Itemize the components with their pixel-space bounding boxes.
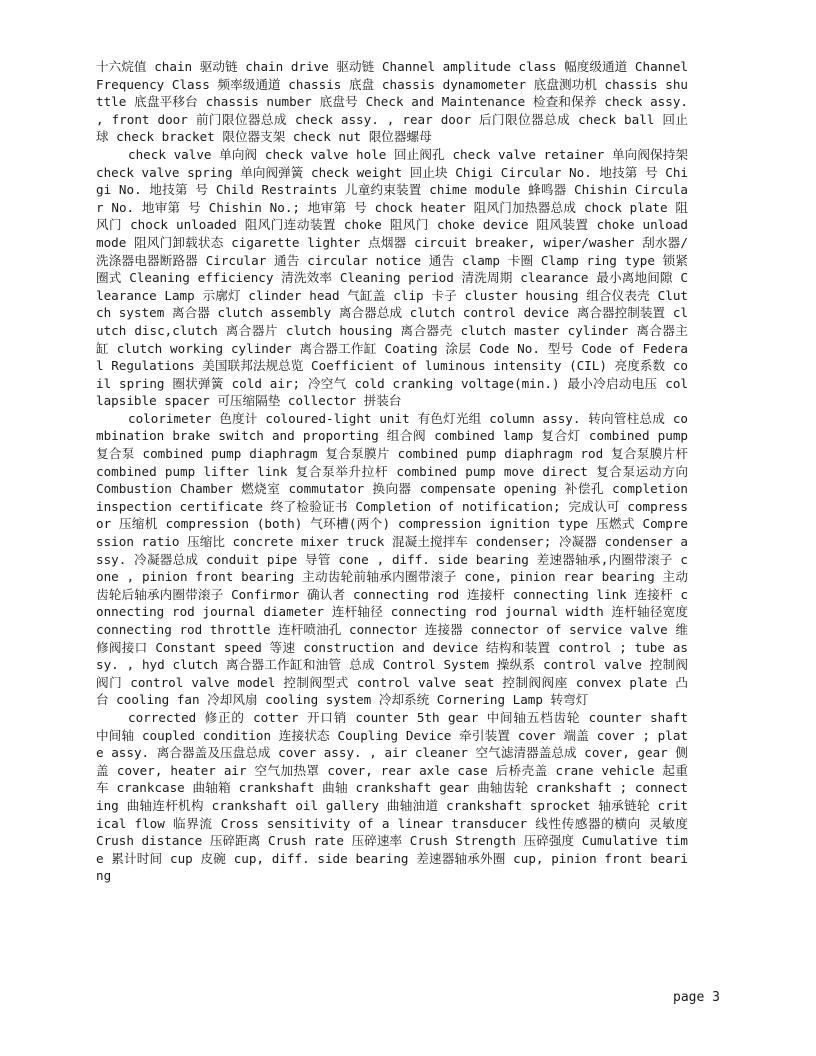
paragraph-1: 十六烷值 chain 驱动链 chain drive 驱动链 Channel amplitude class 幅度级通道 Channel Frequency Class 频率级通道 chassis 底盘 chassis dynamometer 底盘测功机 chassis shuttle 底盘平移台 chassis number 底盘号 Check and Maintenance 检查和保养 check assy. , front door 前门限位器总成 check assy. , rear door 后门限位器总成 check ball 回止球 check bracket 限位器支架 check nut 限位器螺母 (96, 59, 688, 145)
document-page (96, 58, 688, 885)
page-number: page 3 (673, 990, 720, 1005)
paragraph-2: check valve 单向阀 check valve hole 回止阀孔 check valve retainer 单向阀保持架 check valve spring 单向阀弹簧 check weight 回止块 Chigi Circular No. 地技第 号 Chigi No. 地技第 号 Child Restraints 儿童约束装置 chime module 蜂鸣器 Chishin Circular No. 地审第 号 Chishin No.; 地审第 号 chock heater 阻风门加热器总成 chock plate 阻风门 chock unloaded 阻风门连动装置 choke 阻风门 choke device 阻风装置 choke unload mode 阻风门卸载状态 cigarette lighter 点烟器 circuit breaker, wiper/washer 刮水器/洗涤器电器断路器 Circular 通告 circular notice 通告 clamp 卡圈 Clamp ring type 锁紧圈式 Cleaning efficiency 清洗效率 Cleaning period 清洗周期 clearance 最小离地间隙 Clearance Lamp 示廓灯 clinder head 气缸盖 clip 卡子 cluster housing 组合仪表壳 Clutch system 离合器 clutch assembly 离合器总成 clutch control device 离合器控制装置 clutch disc,clutch 离合器片 clutch housing 离合器壳 clutch master cylinder 离合器主缸 clutch working cylinder 离合器工作缸 Coating 涂层 Code No. 型号 Code of Federal Regulations 美国联邦法规总览 Coefficient of luminous intensity (CIL) 亮度系数 coil spring 圈状弹簧 cold air; 冷空气 cold cranking voltage(min.) 最小冷启动电压 collapsible spacer 可压缩隔垫 collector 拼装台 (96, 146, 688, 409)
paragraph-3: colorimeter 色度计 coloured-light unit 有色灯光组 column assy. 转向管柱总成 combination brake switch and proporting 组合阀 combined lamp 复合灯 combined pump 复合泵 combined pump diaphragm 复合泵膜片 combined pump diaphragm rod 复合泵膜片杆 combined pump lifter link 复合泵举升拉杆 combined pump move direct 复合泵运动方向 Combustion Chamber 燃烧室 commutator 换向器 compensate opening 补偿孔 completion inspection certificate 终了检验证书 Completion of notification; 完成认可 compressor 压缩机 compression (both) 气环槽(两个) compression ignition type 压燃式 Compression ratio 压缩比 concrete mixer truck 混凝土搅拌车 condenser; 冷凝器 condenser assy. 冷凝器总成 conduit pipe 导管 cone , diff. side bearing 差速器轴承,内圈带滚子 cone , pinion front bearing 主动齿轮前轴承内圈带滚子 cone, pinion rear bearing 主动齿轮后轴承内圈带滚子 Confirmor 确认者 connecting rod 连接杆 connecting link 连接杆 connecting rod journal diameter 连杆轴径 connecting rod journal width 连杆轴径宽度 connecting rod throttle 连杆喷油孔 connector 连接器 connector of service valve 维修阀接口 Constant speed 等速 construction and device 结构和装置 control ; tube assy. , hyd clutch 离合器工作缸和油管 总成 Control System 操纵系 control valve 控制阀阀门 control valve model 控制阀型式 control valve seat 控制阀阀座 convex plate 凸台 cooling fan 冷却风扇 cooling system 冷却系统 Cornering Lamp 转弯灯 (96, 410, 688, 708)
paragraph-4: corrected 修正的 cotter 开口销 counter 5th gear 中间轴五档齿轮 counter shaft 中间轴 coupled condition 连接状态 Coupling Device 牵引装置 cover 端盖 cover ; plate assy. 离合器盖及压盘总成 cover assy. , air cleaner 空气滤清器盖总成 cover, gear 侧盖 cover, heater air 空气加热罩 cover, rear axle case 后桥壳盖 crane vehicle 起重车 crankcase 曲轴箱 crankshaft 曲轴 crankshaft gear 曲轴齿轮 crankshaft ; connecting 曲轴连杆机构 crankshaft oil gallery 曲轴油道 crankshaft sprocket 轴承链轮 critical flow 临界流 Cross sensitivity of a linear transducer 线性传感器的横向 灵敏度 Crush distance 压碎距离 Crush rate 压碎速率 Crush Strength 压碎强度 Cumulative time 累计时间 cup 皮碗 cup, diff. side bearing 差速器轴承外圈 cup, pinion front bearing (96, 709, 688, 884)
